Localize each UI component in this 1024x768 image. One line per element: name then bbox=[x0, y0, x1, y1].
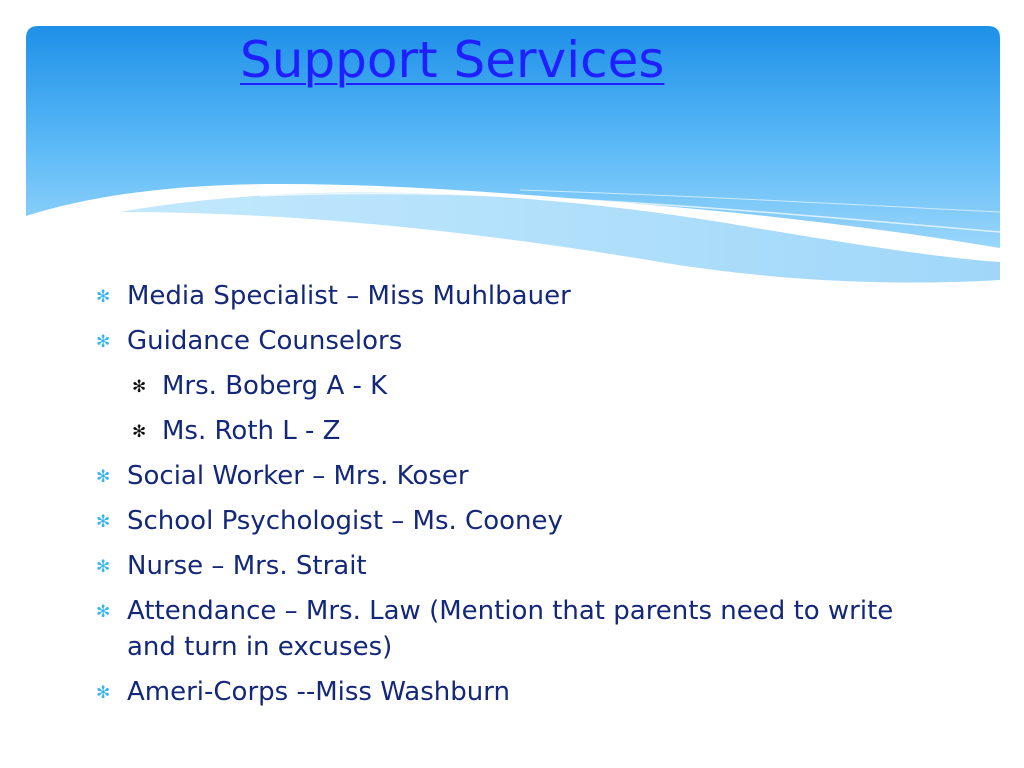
item-text: Guidance Counselors bbox=[127, 326, 403, 356]
item-text: Media Specialist – Miss Muhlbauer bbox=[127, 281, 571, 311]
asterisk-bullet-icon: ✻ bbox=[96, 683, 111, 703]
item-text: Nurse – Mrs. Strait bbox=[127, 551, 367, 581]
slide-title-link[interactable]: Support Services bbox=[240, 31, 665, 89]
item-text: Attendance – Mrs. Law (Mention that parents need to write and turn in excuses) bbox=[127, 596, 894, 662]
list-item-school-psychologist bbox=[0, 503, 917, 539]
list-item-social-worker bbox=[0, 458, 917, 494]
list-item-attendance bbox=[0, 593, 917, 665]
list-item-media-specialist bbox=[0, 278, 917, 314]
asterisk-bullet-icon: ✻ bbox=[96, 287, 111, 307]
asterisk-bullet-icon: ✻ bbox=[132, 377, 147, 397]
list-item-guidance-counselors bbox=[0, 323, 917, 359]
asterisk-bullet-icon: ✻ bbox=[96, 557, 111, 577]
sub-item-boberg bbox=[0, 368, 917, 404]
sub-item-roth bbox=[0, 413, 917, 449]
list-item-nurse bbox=[0, 548, 917, 584]
asterisk-bullet-icon: ✻ bbox=[96, 512, 111, 532]
list-item-ameri-corps bbox=[0, 674, 917, 710]
asterisk-bullet-icon: ✻ bbox=[132, 422, 147, 442]
item-text: Ms. Roth L - Z bbox=[162, 416, 341, 446]
asterisk-bullet-icon: ✻ bbox=[96, 467, 111, 487]
item-text: Social Worker – Mrs. Koser bbox=[127, 461, 469, 491]
asterisk-bullet-icon: ✻ bbox=[96, 332, 111, 352]
item-text: Ameri-Corps --Miss Washburn bbox=[127, 677, 510, 707]
item-text: Mrs. Boberg A - K bbox=[162, 371, 388, 401]
item-text: School Psychologist – Ms. Cooney bbox=[127, 506, 563, 536]
bullet-list bbox=[0, 278, 1024, 719]
asterisk-bullet-icon: ✻ bbox=[96, 602, 111, 622]
